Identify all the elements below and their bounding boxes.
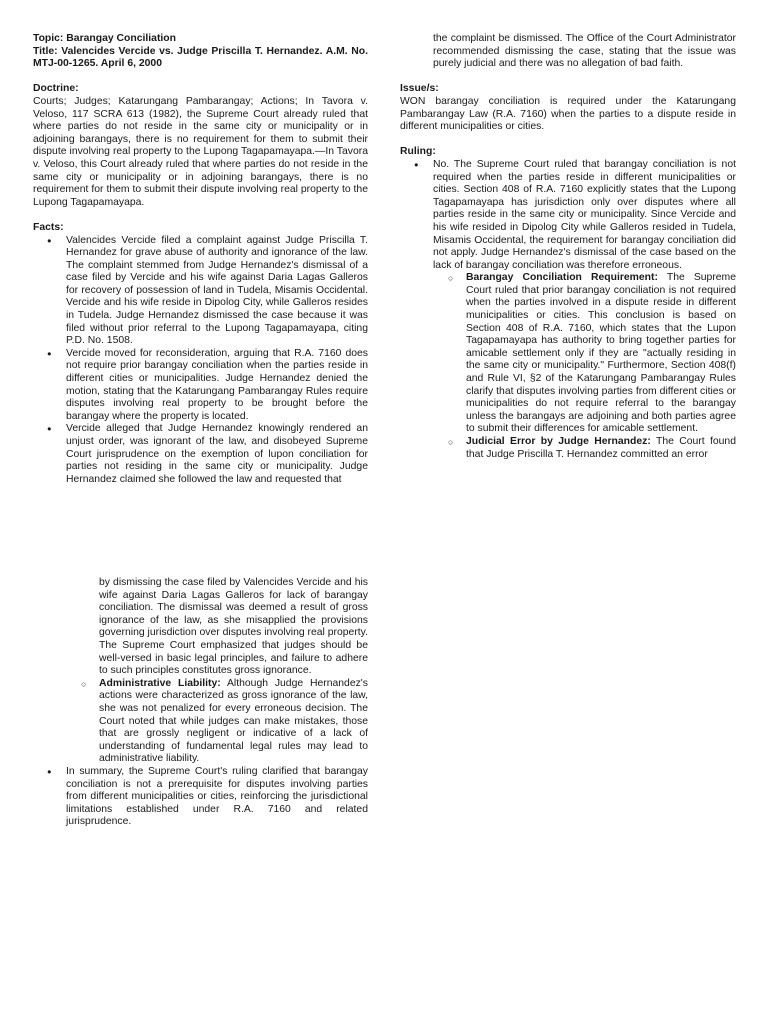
ruling-sub2-continuation: by dismissing the case filed by Valencides Vercide and his wife against Daria Lagas Galleros for lack of barangay conciliation. The dismissal was deemed a result of gross ignorance of the law, as she misapplied the provisions governing jurisdiction over disputes involving real property. The Supreme Court emphasized that judges should be well-versed in basic legal principles, and failure to adhere to such principles constitutes gross ignorance. xyxy=(99,577,368,677)
case-title: Title: Valencides Vercide vs. Judge Priscilla T. Hernandez. A.M. No. MTJ-00-1265. April 6, 2000 xyxy=(33,45,368,70)
list-item: ● Vercide moved for reconsideration, arguing that R.A. 7160 does not require prior barangay conciliation when the parties reside in different cities or municipalities. Judge Hernandez denied the motion, stating that the Katarungang Pambarangay Rules require disputes involving real property to be brought before the barangay where the property is located. xyxy=(33,348,368,424)
doctrine-heading: Doctrine: xyxy=(33,83,79,95)
facts-heading: Facts: xyxy=(33,221,64,233)
sub-text: Although Judge Hernandez's actions were characterized as gross ignorance of the law, she was not penalized for every erroneous decision. The Court noted that while judges can make mistakes, those that are grossly negligent or indicative of a lack of understanding of fundamental legal rules may lead to administrative liability. xyxy=(99,677,368,765)
list-item xyxy=(400,436,736,461)
ruling-list xyxy=(400,159,736,272)
sub-text: The Supreme Court ruled that prior barangay conciliation is not required when the parties involved in a dispute reside in different municipalities or cities. This conclusion is based on Section 408 of R.A. 7160, which states that the Lupon Tagapamayapa has authority to bring together parties for amicable settlement only if they are "actually residing in the same city or municipality." Furthermore, Section 408(f) and Rule VI, §2 of the Katarungang Pambarangay Rules clarify that disputes involving parties from different cities or municipalities do not require referral to the barangay unless the barangays are adjoining and both parties agree to submit their differences for amicable settlement. xyxy=(466,272,736,435)
list-item xyxy=(400,159,736,272)
sub-heading: Judicial Error by Judge Hernandez: xyxy=(466,436,651,447)
list-item: ● In summary, the Supreme Court's ruling clarified that barangay conciliation is not a prerequisite for disputes involving parties from different municipalities or cities, reinforcing the jurisdictional limitations established under R.A. 7160 and related jurisprudence. xyxy=(33,766,368,829)
sub-text: The Court found that Judge Priscilla T. Hernandez committed an error xyxy=(466,436,736,460)
left-column-lower xyxy=(33,577,368,829)
ruling-main-text: No. The Supreme Court ruled that barangay conciliation is not required when the parties reside in different municipalities or cities. Section 408 of R.A. 7160 explicitly states that the Lupong Tagapamayapa has jurisdiction only over disputes where all parties reside in the same city or municipality. Since Vercide and his wife resided in Dipolog City while Galleros resided in Tudela, Misamis Occidental, the requirement for barangay conciliation did not apply. Judge Hernandez's dismissal of the case based on the lack of barangay conciliation was therefore erroneous. xyxy=(433,158,736,271)
sub-heading: Administrative Liability: xyxy=(99,677,221,689)
issues-heading: Issue/s: xyxy=(400,83,439,95)
list-item xyxy=(400,272,736,436)
left-column xyxy=(33,33,368,486)
sub-heading: Barangay Conciliation Requirement: xyxy=(466,272,658,284)
list-item: ● Valencides Vercide filed a complaint against Judge Priscilla T. Hernandez for grave abuse of authority and ignorance of the law. The complaint stemmed from Judge Hernandez's dismissal of a case filed by Vercide and his wife against Daria Lagas Galleros for recovery of possession of land in Tudela, Misamis Occidental. Vercide and his wife reside in Dipolog City, while Galleros resides in Tudela. Judge Hernandez dismissed the case because it was filed without prior referral to the Lupong Tagapamayapa, citing P.D. No. 1508. xyxy=(33,235,368,348)
ruling-sub-list-continued xyxy=(33,678,368,766)
summary-list xyxy=(33,766,368,829)
facts-continuation: the complaint be dismissed. The Office of the Court Administrator recommended dismissing the case, stating that the issue was purely judicial and there was no allegation of bad faith. xyxy=(433,33,736,70)
facts-list xyxy=(33,235,368,487)
ruling-heading: Ruling: xyxy=(400,146,436,158)
issues-text: WON barangay conciliation is required under the Katarungang Pambarangay Law (R.A. 7160) when the parties to a dispute reside in different municipalities or cities. xyxy=(400,95,736,133)
ruling-sub-list xyxy=(400,272,736,461)
right-column xyxy=(400,33,736,461)
doctrine-text: Courts; Judges; Katarungang Pambarangay; Actions; In Tavora v. Veloso, 117 SCRA 613 (1982), the Supreme Court already ruled that where parties do not reside in the same city or municipality or in adjoining barangays, there is no requirement for them to submit their dispute involving real property to the Lupong Tagapamayapa.—In Tavora v. Veloso, this Court already ruled that where parties do not reside in the same city or municipality or in adjoining barangays, there is no requirement for them to submit their dispute involving real property to the Lupong Tagapamayapa. xyxy=(33,95,368,208)
list-item: ● Vercide alleged that Judge Hernandez knowingly rendered an unjust order, was ignorant of the law, and disobeyed Supreme Court jurisprudence on the exemption of lupon conciliation for parties not residing in the same city or municipality. Judge Hernandez claimed she followed the law and requested that xyxy=(33,423,368,486)
list-item xyxy=(33,678,368,766)
topic-line: Topic: Barangay Conciliation xyxy=(33,33,176,44)
